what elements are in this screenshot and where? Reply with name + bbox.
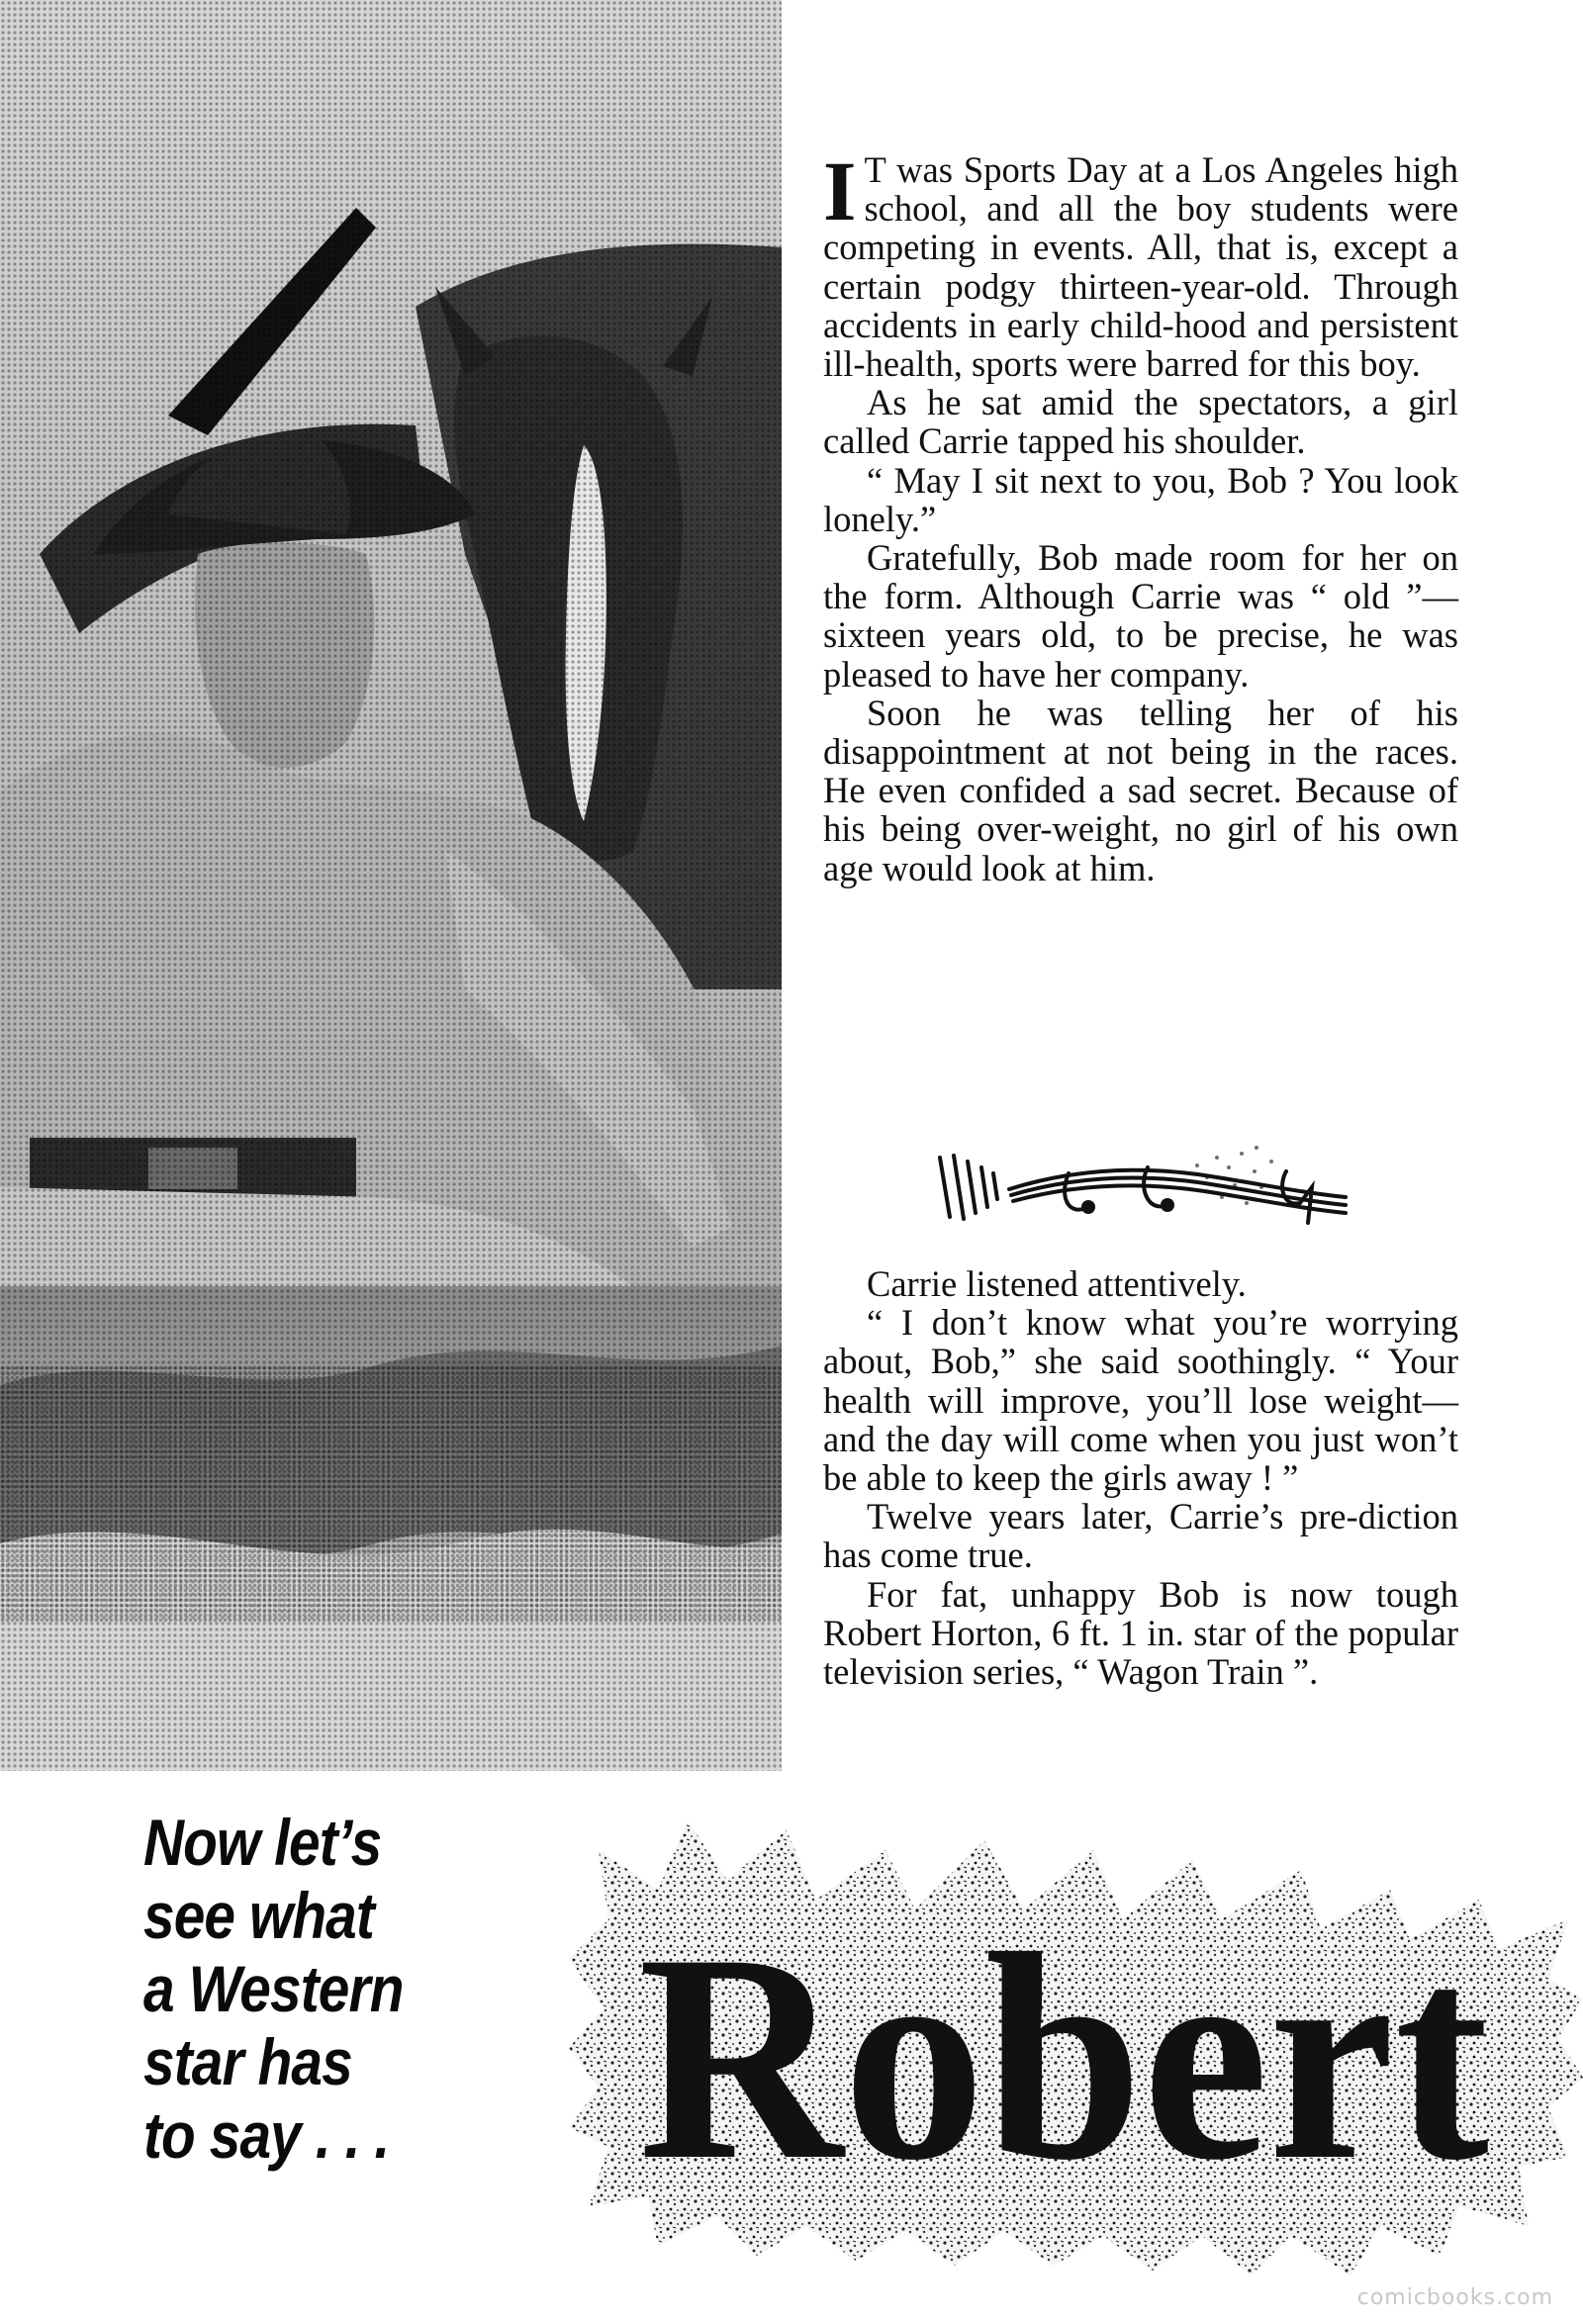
continuation-paragraph-4: For fat, unhappy Bob is now tough Robert Horton, 6 ft. 1 in. star of the popular television series, “ Wagon Train ”. (823, 1573, 1458, 1693)
watermark: comicbooks.com (1356, 2285, 1553, 2310)
article-body (823, 143, 1458, 888)
continuation-paragraph-3: Twelve years later, Carrie’s pre-diction has come true. (823, 1496, 1458, 1576)
title-lettering (569, 1811, 1583, 2276)
paragraph-text: T was Sports Day at a Los Angeles high school, and all the boy students were competing in events. All, that is, except a certain podgy thirteen-year-old. Through accidents in early child-hood and persistent ill-health, sports were barred for this boy. (823, 149, 1458, 385)
drop-cap: I (823, 143, 857, 238)
article-paragraph-2: As he sat amid the spectators, a girl called Carrie tapped his shoulder. (823, 382, 1458, 462)
article-paragraph-3: “ May I sit next to you, Bob ? You look lonely.” (823, 459, 1458, 539)
headline (143, 1806, 510, 2172)
title-word: Robert (638, 1893, 1493, 2221)
music-ornament-icon (920, 1128, 1365, 1237)
article-paragraph-5: Soon he was telling her of his disappointment at not being in the races. He even confided a sad secret. Because of his being over-weight, no girl of his own age would look at him. (823, 692, 1458, 888)
headline-line-3: a Western (143, 1952, 404, 2025)
article-continuation (823, 1264, 1458, 1691)
continuation-paragraph-1: Carrie listened attentively. (867, 1263, 1247, 1304)
headline-line-5: to say . . . (143, 2098, 390, 2172)
headline-line-1: Now let’s (143, 1806, 382, 1879)
continuation-paragraph-2: “ I don’t know what you’re worrying about, Bob,” she said soothingly. “ Your health will improve, you’ll lose weight—and the day will come when you just won’t be able to keep the girls away ! ” (823, 1302, 1458, 1499)
headline-line-4: star has (143, 2025, 352, 2098)
article-paragraph-4: Gratefully, Bob made room for her on the form. Although Carrie was “ old ”—sixteen years old, to be precise, he was pleased to have her company. (823, 537, 1458, 695)
article-paragraph-1 (823, 143, 1458, 385)
cowboy-photo (0, 0, 782, 1771)
headline-line-2: see what (143, 1879, 374, 1952)
